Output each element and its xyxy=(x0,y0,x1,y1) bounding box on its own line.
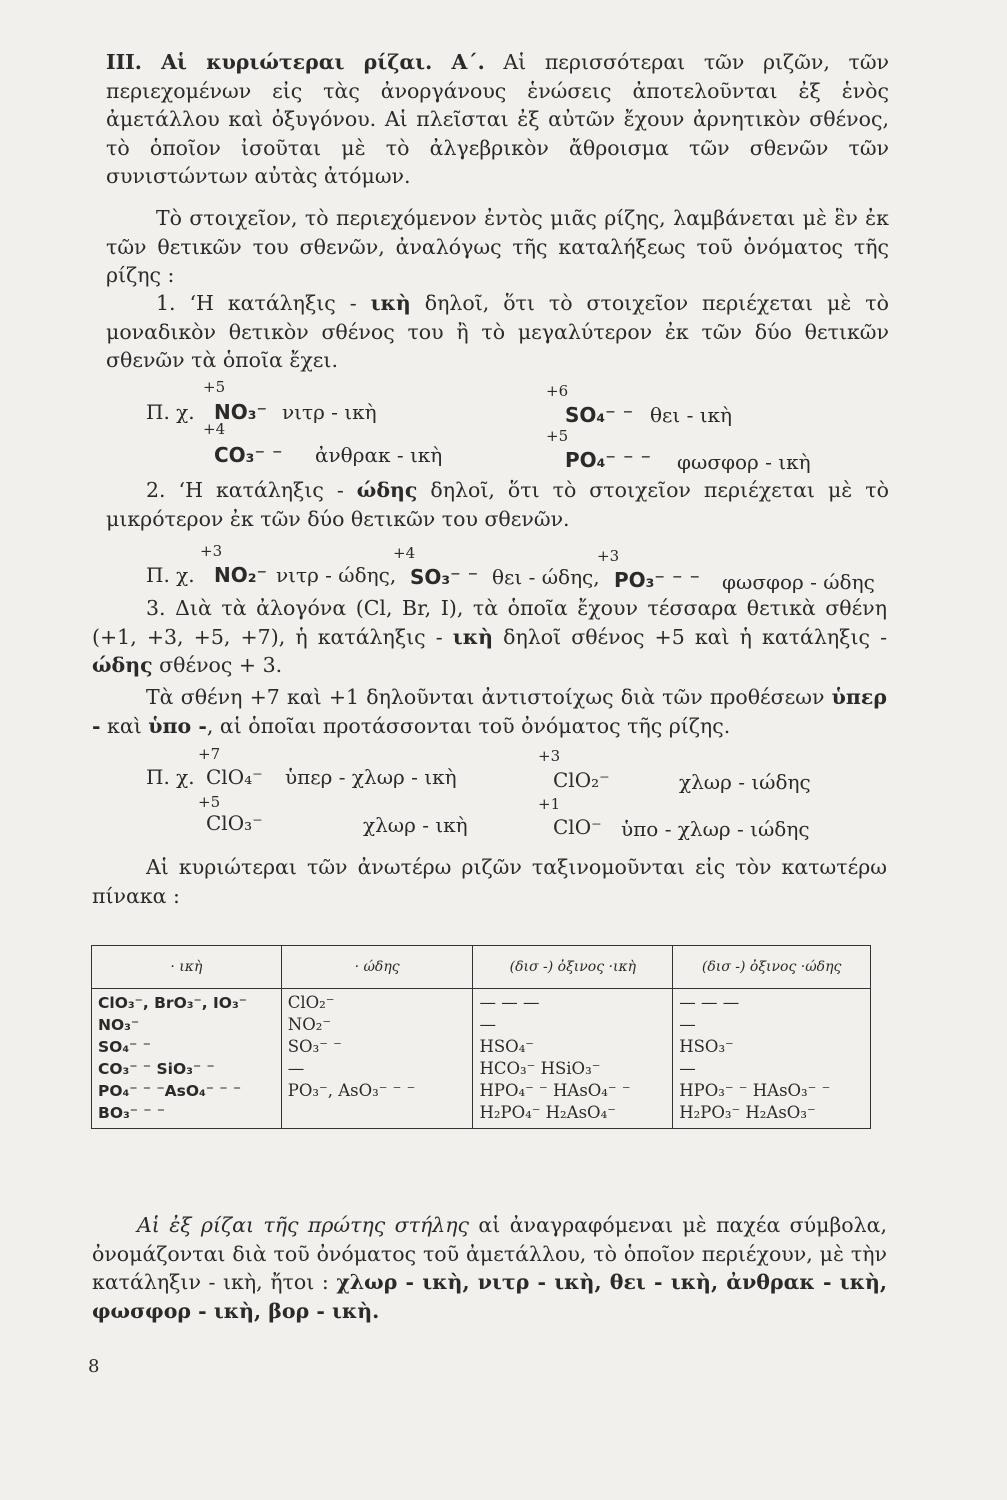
table-header-row xyxy=(92,946,871,989)
element-paragraph: Τὸ στοιχεῖον, τὸ περιεχόμενον ἐντὸς μιᾶς ρίζης, λαμβάνεται μὲ ἓν ἐκ τῶν θετικῶν του σθενῶν, ἀναλόγως τῆς καταλήξεως τοῦ ὀνόματος τῆς ρίζης : xyxy=(106,206,889,288)
rule-3-text-c: σθένος + 3. xyxy=(159,653,283,678)
rule-4-text-a: Τὰ σθένη +7 καὶ +1 δηλοῦνται ἀντιστοίχως διὰ τῶν προθέσεων xyxy=(146,685,825,709)
ox-co3: +4 xyxy=(203,420,226,438)
intro-paragraph xyxy=(106,48,889,191)
ox-po4: +5 xyxy=(546,427,569,445)
formula-no3: NO₃⁻ xyxy=(214,400,268,424)
ox-so3: +4 xyxy=(393,544,416,562)
rule-4-and: καὶ xyxy=(107,713,142,738)
ox-clo3: +5 xyxy=(198,793,221,811)
name-phosphorous: φωσφορ - ώδης xyxy=(722,570,875,594)
page-number: 8 xyxy=(88,1356,100,1377)
rule-3-ending-1: ικὴ xyxy=(452,624,493,649)
rule-3-text-b: δηλοῖ σθένος +5 καὶ ἡ κατάληξις - xyxy=(503,624,887,649)
formula-po3: PO₃⁻ ⁻ ⁻ xyxy=(614,568,701,592)
section-heading: III. Αἱ κυριώτεραι ρίζαι. Α΄. xyxy=(106,50,485,74)
intro-text: Αἱ περισσότεραι τῶν ριζῶν, τῶν περιεχομένων εἰς τὰς ἀνοργάνους ἑνώσεις ἀποτελοῦνται ἐξ ἑνὸς ἀμετάλλου καὶ ὀξυγόνου. Αἱ πλεῖσται ἐξ αὐτῶν ἔχουν ἀρνητικὸν σθένος, τὸ ὁποῖον ἰσοῦται μὲ τὸ ἀλγεβρικὸν ἄθροισμα τῶν σθενῶν τῶν συνιστώντων αὐτὰς ἀτόμων. xyxy=(106,50,889,189)
example-label-3: Π. χ. xyxy=(146,765,195,789)
name-sulfurous: θει - ώδης, xyxy=(492,565,600,589)
formula-clo4: ClO₄⁻ xyxy=(206,765,263,789)
rule-1-ending: ικὴ xyxy=(370,291,411,315)
closing-paragraph xyxy=(92,1211,887,1325)
ox-so4: +6 xyxy=(546,382,569,400)
formula-co3: CO₃⁻ ⁻ xyxy=(214,443,283,467)
rule-1-text: δηλοῖ, ὅτι τὸ στοιχεῖον περιέχεται μὲ τὸ μοναδικὸν θετικὸν σθένος του ἢ τὸ μεγαλύτερον ἐκ τῶν δύο θετικῶν σθενῶν τὰ ὁποῖα ἔχει. xyxy=(106,291,889,373)
table-intro: Αἱ κυριώτεραι τῶν ἀνωτέρω ριζῶν ταξινομοῦνται εἰς τὸν κατωτέρω πίνακα : xyxy=(92,855,887,908)
formula-so3: SO₃⁻ ⁻ xyxy=(410,565,479,589)
name-sulfuric: θει - ικὴ xyxy=(650,403,733,427)
name-carbonic: ἀνθρακ - ικὴ xyxy=(315,443,443,467)
formula-no2: NO₂⁻ xyxy=(214,563,268,587)
cell-acid-ous: — — — — HSO₃⁻ — HPO₃⁻ ⁻ HAsO₃⁻ ⁻ H₂PO₃⁻ H₂AsO₃⁻ xyxy=(673,989,871,1129)
rule-4 xyxy=(92,683,887,740)
ox-no3: +5 xyxy=(203,378,226,396)
rule-1-prefix: 1. ‘Η κατάληξις - xyxy=(156,291,357,315)
header-acid-ous: (δισ -) ὀξινος ·ώδης xyxy=(673,946,871,989)
rule-4-text-b: , αἱ ὁποῖαι προτάσσονται τοῦ ὀνόματος τῆς ρίζης. xyxy=(206,713,731,738)
closing-text: αἱ ἀναγραφόμεναι μὲ παχέα σύμβολα, ὀνομάζονται διὰ τοῦ ὀνόματος τοῦ ἀμετάλλου, τὸ ὁποῖον περιέχουν, μὲ τὴν κατάληξιν - ικὴ, ἤτοι : xyxy=(92,1213,888,1295)
name-chloric: χλωρ - ικὴ xyxy=(363,813,468,837)
example-label: Π. χ. xyxy=(146,400,195,424)
formula-po4: PO₄⁻ ⁻ ⁻ xyxy=(565,448,652,472)
rule-3-ending-2: ώδης xyxy=(92,653,153,678)
prefix-hypo: ὑπο - xyxy=(148,713,207,738)
table-row xyxy=(92,989,871,1129)
header-ic: · ικὴ xyxy=(92,946,282,989)
name-nitric: νιτρ - ικὴ xyxy=(282,400,377,424)
name-nitrous: νιτρ - ώδης, xyxy=(276,563,397,587)
ox-no2: +3 xyxy=(200,542,223,560)
prefix-hyper: ὑπερ - xyxy=(92,685,887,738)
rule-2-prefix: 2. ‘Η κατάληξις - xyxy=(146,478,344,502)
rule-3-text-a: 3. Διὰ τὰ ἀλογόνα (Cl, Br, I), τὰ ὁποῖα ἔχουν τέσσαρα θετικὰ σθένη (+1, +3, +5, +7), ἡ κατάληξις - xyxy=(92,596,887,649)
ox-clo2: +3 xyxy=(538,747,561,765)
name-hypochlorous: ὑπο - χλωρ - ιώδης xyxy=(621,817,810,841)
name-phosphoric: φωσφορ - ικὴ xyxy=(677,450,811,474)
example-label-2: Π. χ. xyxy=(146,563,195,587)
header-ous: · ώδης xyxy=(281,946,473,989)
name-chlorous: χλωρ - ιώδης xyxy=(679,770,811,794)
cell-ic: ClO₃⁻, BrO₃⁻, IO₃⁻ NO₃⁻ SO₄⁻ ⁻ CO₃⁻ ⁻ SiO₃⁻ ⁻ PO₄⁻ ⁻ ⁻AsO₄⁻ ⁻ ⁻ BO₃⁻ ⁻ ⁻ xyxy=(92,989,282,1129)
rule-1 xyxy=(106,289,889,375)
rule-2 xyxy=(106,476,889,533)
formula-so4: SO₄⁻ ⁻ xyxy=(565,403,634,427)
closing-italic: Αἱ ἐξ ρίζαι τῆς πρώτης στήλης xyxy=(137,1213,470,1237)
rule-2-text: δηλοῖ, ὅτι τὸ στοιχεῖον περιέχεται μὲ τὸ μικρότερον ἐκ τῶν δύο θετικῶν του σθενῶν. xyxy=(106,478,889,531)
roots-table xyxy=(91,945,871,1129)
cell-ous: ClO₂⁻ NO₂⁻ SO₃⁻ ⁻ — PO₃⁻, AsO₃⁻ ⁻ ⁻ xyxy=(281,989,473,1129)
rule-2-ending: ώδης xyxy=(356,478,418,502)
formula-clo3: ClO₃⁻ xyxy=(206,811,263,835)
name-perchloric: ὑπερ - χλωρ - ικὴ xyxy=(285,765,457,789)
cell-acid-ic: — — — — HSO₄⁻ HCO₃⁻ HSiO₃⁻ HPO₄⁻ ⁻ HAsO₄⁻ ⁻ H₂PO₄⁻ H₂AsO₄⁻ xyxy=(473,989,673,1129)
ox-clo4: +7 xyxy=(198,745,221,763)
header-acid-ic: (δισ -) ὀξινος ·ικὴ xyxy=(473,946,673,989)
formula-clo: ClO⁻ xyxy=(553,815,602,839)
formula-clo2: ClO₂⁻ xyxy=(553,768,610,792)
ox-clo: +1 xyxy=(538,795,561,813)
closing-names: χλωρ - ικὴ, νιτρ - ικὴ, θει - ικὴ, ἀνθρακ - ικὴ, φωσφορ - ικὴ, βορ - ικὴ. xyxy=(92,1270,887,1323)
rule-3 xyxy=(92,594,887,680)
ox-po3: +3 xyxy=(597,547,620,565)
